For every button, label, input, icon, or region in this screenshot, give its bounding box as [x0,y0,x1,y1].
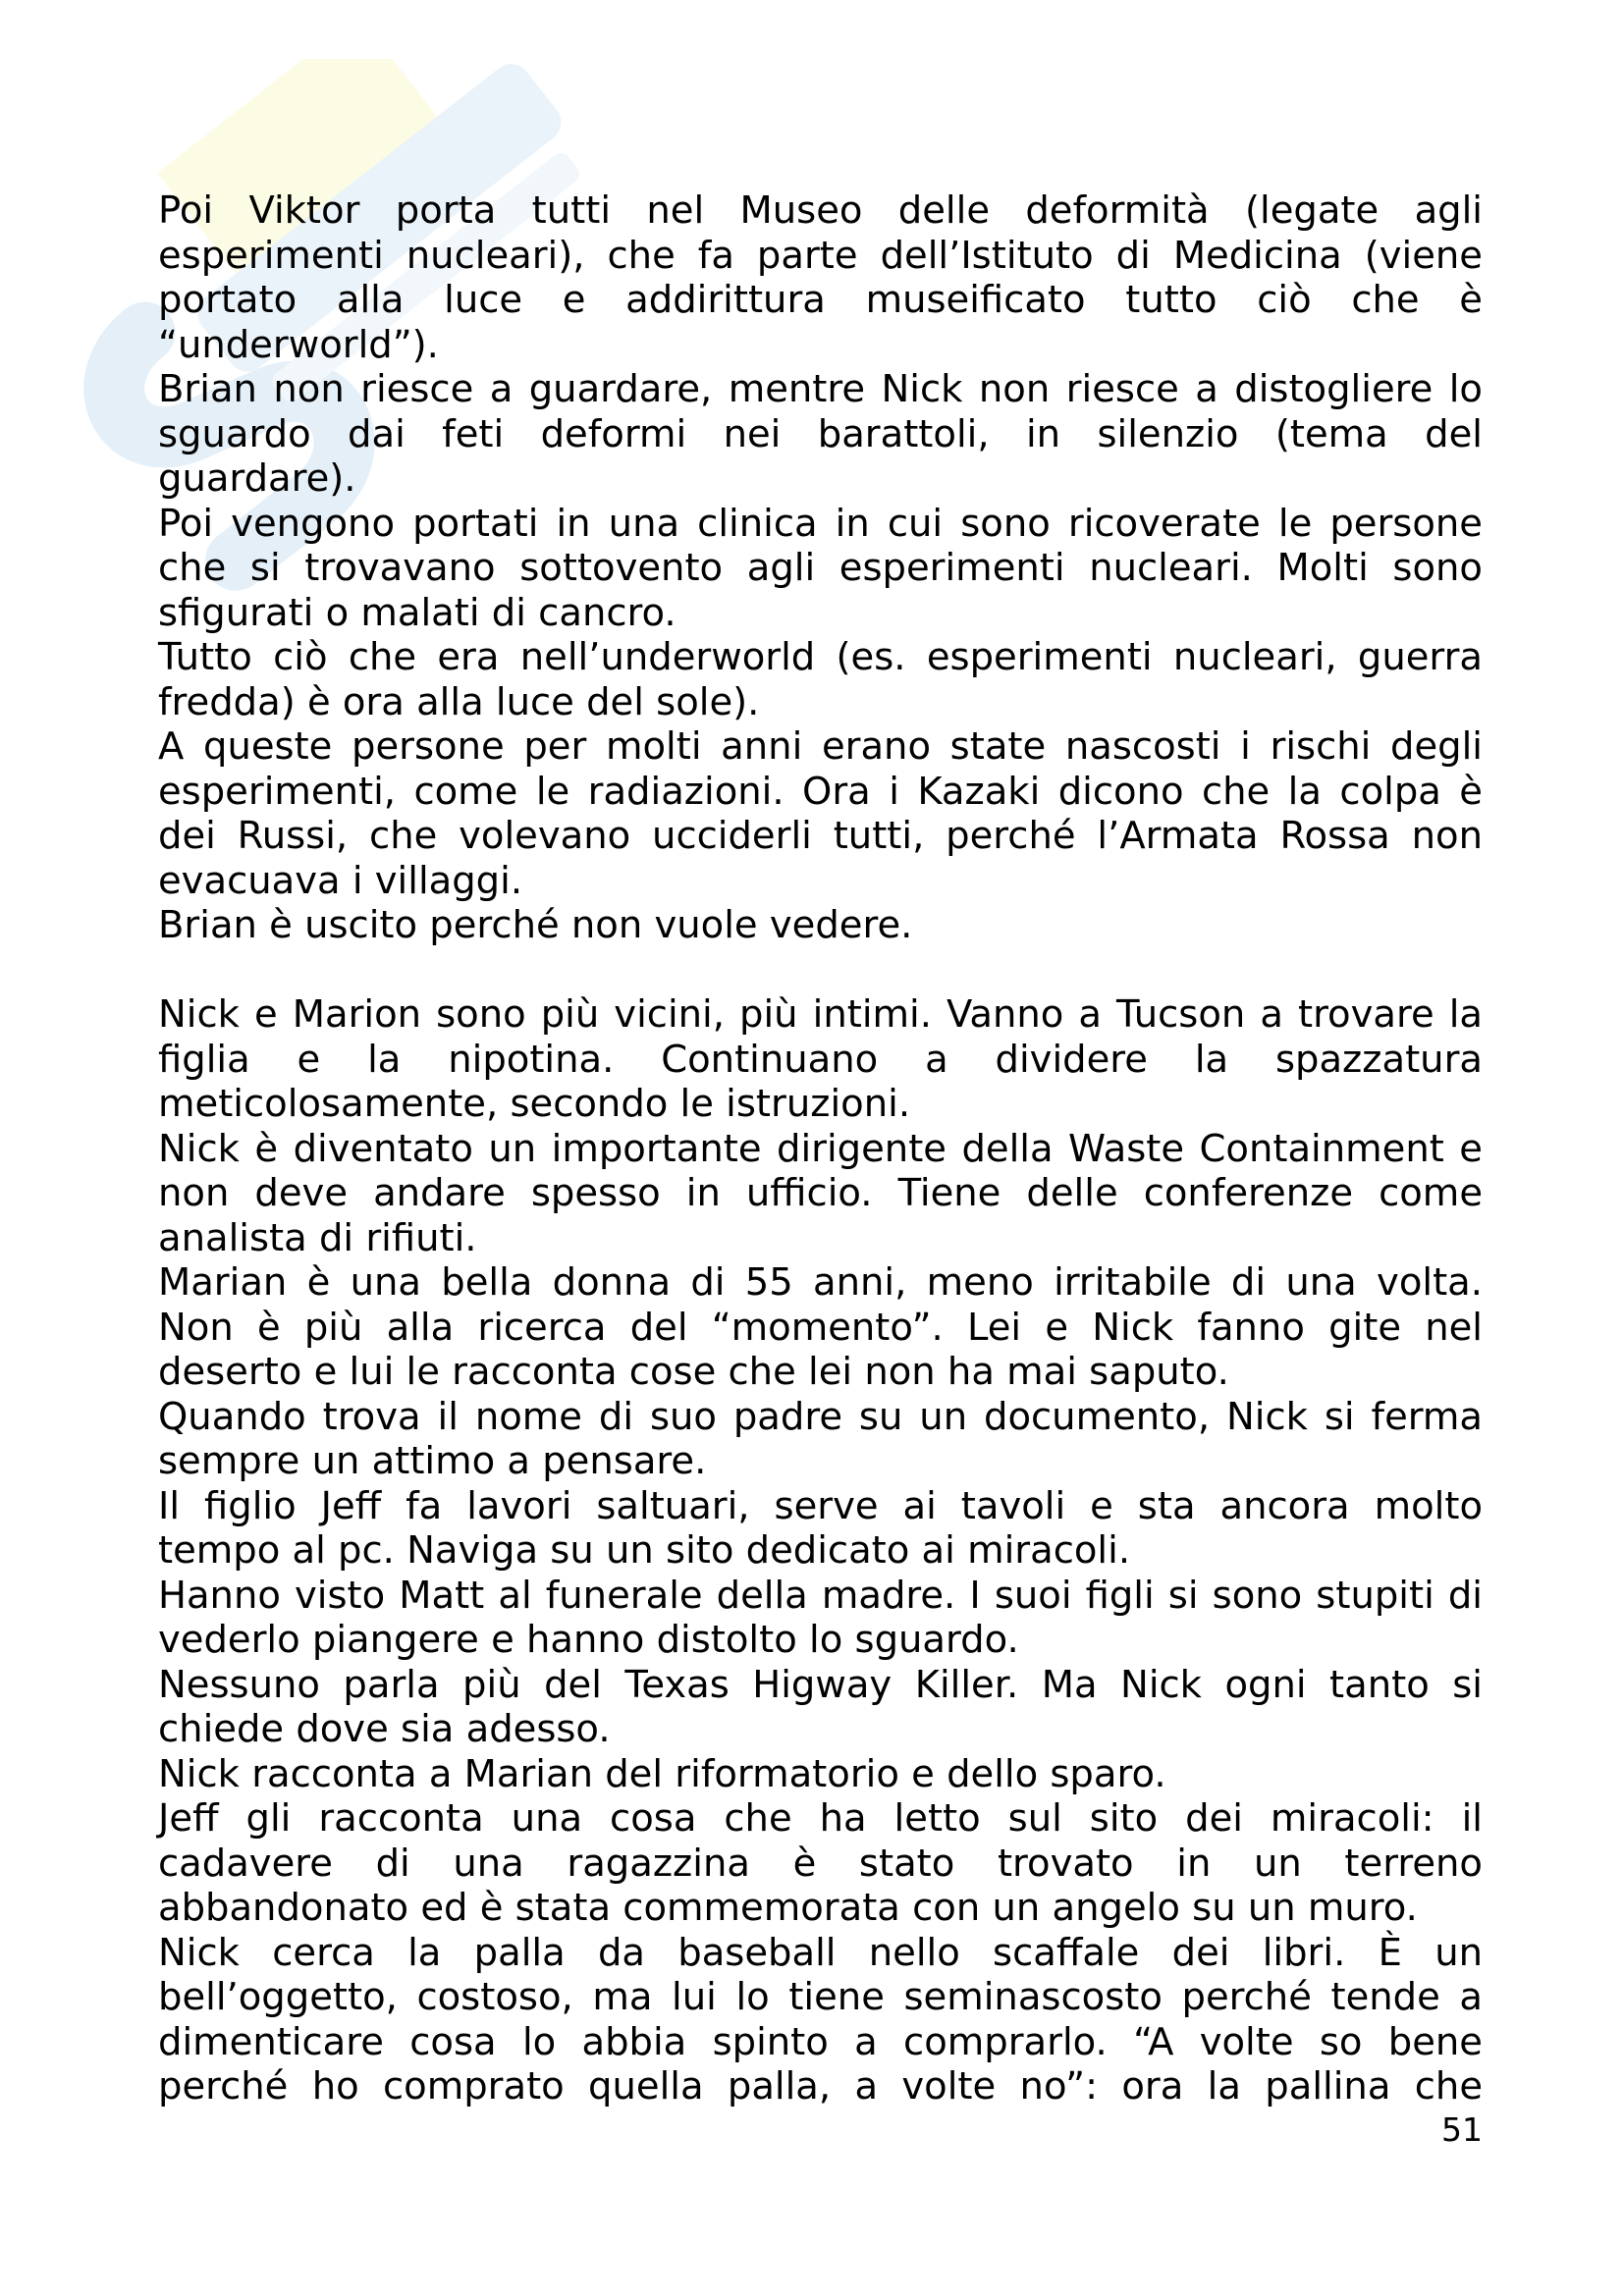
document-body [158,188,1483,2109]
text-line: Poi vengono portati in una clinica in cui sono ricoverate le persone [158,501,1483,546]
paragraph [158,1663,1483,1752]
text-line: “underworld”). [158,322,439,367]
text-line: sempre un attimo a pensare. [158,1439,707,1483]
paragraph [158,1752,1483,1797]
text-line: Nessuno parla più del Texas Higway Killer. Ma Nick ogni tanto si [158,1662,1483,1707]
text-line: abbandonato ed è stata commemorata con un angelo su un muro. [158,1886,1418,1930]
text-line: Nick e Marion sono più vicini, più intimi. Vanno a Tucson a trovare la [158,992,1483,1037]
text-line: Marian è una bella donna di 55 anni, meno irritabile di una volta. [158,1260,1483,1305]
text-line: dimenticare cosa lo abbia spinto a comprarlo. “A volte so bene [158,2019,1483,2064]
text-line: Jeff gli racconta una cosa che ha letto sul sito dei miracoli: il [158,1796,1483,1841]
text-line: evacuava i villaggi. [158,858,523,903]
paragraph [158,367,1483,502]
text-line: meticolosamente, secondo le istruzioni. [158,1082,911,1126]
text-line: tempo al pc. Naviga su un sito dedicato ai miracoli. [158,1528,1131,1573]
text-line: Quando trova il nome di suo padre su un documento, Nick si ferma [158,1394,1483,1439]
text-line: esperimenti, come le radiazioni. Ora i Kazaki dicono che la colpa è [158,769,1483,814]
text-line: sfigurati o malati di cancro. [158,590,676,635]
paragraph [158,188,1483,367]
paragraph [158,992,1483,1127]
text-line: non deve andare spesso in ufficio. Tiene delle conferenze come [158,1171,1483,1215]
text-line: Il figlio Jeff fa lavori saltuari, serve ai tavoli e sta ancora molto [158,1483,1483,1528]
paragraph [158,635,1483,724]
text-line: perché ho comprato quella palla, a volte no”: ora la pallina che [158,2064,1483,2109]
text-line: A queste persone per molti anni erano state nascosti i rischi degli [158,724,1483,769]
text-line: chiede dove sia adesso. [158,1707,611,1751]
text-line: Brian è uscito perché non vuole vedere. [158,903,913,947]
paragraph [158,724,1483,903]
paragraph [158,1796,1483,1931]
text-line: Non è più alla ricerca del “momento”. Lei e Nick fanno gite nel [158,1305,1483,1350]
text-line: cadavere di una ragazzina è stato trovato in un terreno [158,1841,1483,1886]
text-line: Nick racconta a Marian del riformatorio e dello sparo. [158,1751,1166,1796]
paragraph [158,903,1483,948]
paragraph [158,1260,1483,1395]
text-line: dei Russi, che volevano ucciderli tutti, perché l’Armata Rossa non [158,814,1483,858]
paragraph [158,1931,1483,2109]
text-line: sguardo dai feti deformi nei barattoli, in silenzio (tema del [158,411,1483,456]
text-line: esperimenti nucleari), che fa parte dell’Istituto di Medicina (viene [158,233,1483,278]
text-line: che si trovavano sottovento agli esperimenti nucleari. Molti sono [158,546,1483,590]
text-line: vederlo piangere e hanno distolto lo sguardo. [158,1618,1019,1662]
text-line: Nick è diventato un importante dirigente della Waste Containment e [158,1126,1483,1171]
text-line: fredda) è ora alla luce del sole). [158,679,760,724]
paragraph [158,1127,1483,1261]
text-line: deserto e lui le racconta cose che lei non ha mai saputo. [158,1350,1229,1394]
paragraph [158,1574,1483,1663]
text-line: Brian non riesce a guardare, mentre Nick non riesce a distogliere lo [158,367,1483,411]
text-line: Tutto ciò che era nell’underworld (es. esperimenti nucleari, guerra [158,635,1483,679]
text-line: Hanno visto Matt al funerale della madre. I suoi figli si sono stupiti di [158,1573,1483,1618]
text-line: analista di rifiuti. [158,1215,477,1260]
paragraph [158,502,1483,636]
text-line: figlia e la nipotina. Continuano a dividere la spazzatura [158,1037,1483,1082]
paragraph [158,1395,1483,1484]
text-line: guardare). [158,456,356,501]
paragraph-gap [158,948,1483,993]
paragraph [158,1484,1483,1574]
text-line: Nick cerca la palla da baseball nello scaffale dei libri. È un [158,1930,1483,1975]
text-line: Poi Viktor porta tutti nel Museo delle deformità (legate agli [158,188,1483,233]
text-line: bell’oggetto, costoso, ma lui lo tiene seminascosto perché tende a [158,1975,1483,2019]
page-number: 51 [1441,2110,1483,2149]
text-line: portato alla luce e addirittura museificato tutto ciò che è [158,278,1483,322]
